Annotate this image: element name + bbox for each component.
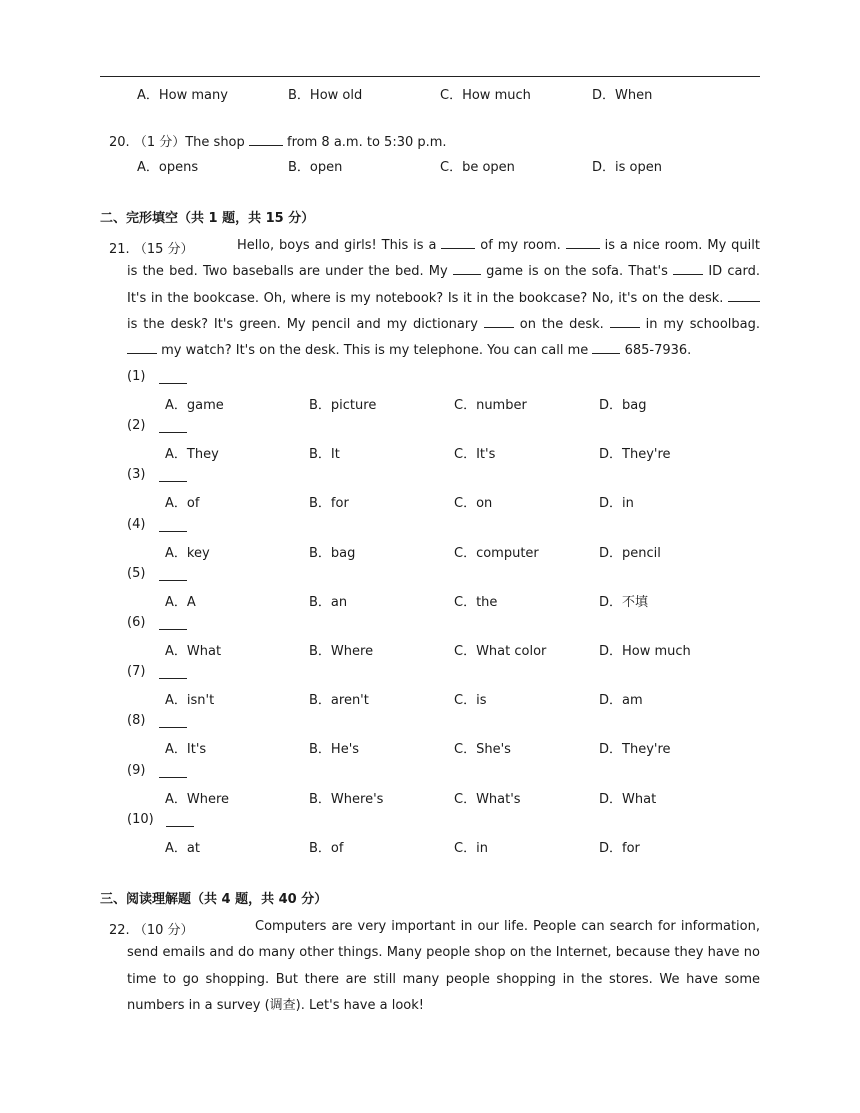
answer-blank bbox=[484, 316, 514, 328]
option-a: A．Where bbox=[165, 792, 230, 807]
option-b: B．for bbox=[309, 496, 349, 511]
question-number: 20. bbox=[109, 135, 130, 150]
passage-text: is a nice room. My quilt is the bed. Two baseballs are under the bed. My bbox=[127, 238, 760, 280]
option-a: A．opens bbox=[137, 160, 199, 175]
answer-blank bbox=[159, 766, 187, 778]
cloze-passage bbox=[127, 233, 760, 364]
passage-text: of my room. bbox=[480, 238, 561, 253]
subquestion-label: (7) bbox=[127, 664, 146, 679]
answer-blank bbox=[610, 316, 640, 328]
option-c: C．computer bbox=[454, 546, 539, 561]
option-c: C．It's bbox=[454, 447, 496, 462]
answer-blank bbox=[159, 421, 187, 433]
option-b: B．picture bbox=[309, 398, 377, 413]
option-b: B．It bbox=[309, 447, 340, 462]
option-c: C．How much bbox=[440, 88, 531, 103]
answer-blank bbox=[127, 342, 157, 354]
option-c: C．the bbox=[454, 595, 498, 610]
option-b: B．aren't bbox=[309, 693, 369, 708]
passage-text: my watch? It's on the desk. This is my telephone. You can call me bbox=[161, 343, 589, 359]
answer-blank bbox=[159, 520, 187, 532]
answer-blank bbox=[159, 470, 187, 482]
question-points: （15 分） bbox=[133, 242, 194, 257]
answer-blank bbox=[592, 342, 620, 354]
answer-blank bbox=[441, 237, 475, 249]
option-d: D．不填 bbox=[599, 595, 649, 610]
passage-text: ID card. It's in the bookcase. Oh, where is my notebook? Is it in the bookcase? No, it's on the desk. bbox=[127, 264, 760, 306]
option-d: D．They're bbox=[599, 742, 671, 757]
answer-blank bbox=[159, 569, 187, 581]
passage-text: in my schoolbag. bbox=[645, 316, 760, 332]
option-c: C．She's bbox=[454, 742, 511, 757]
section-heading: 三、阅读理解题（共 4 题，共 40 分） bbox=[100, 892, 328, 907]
option-b: B．bag bbox=[309, 546, 356, 561]
option-a: A．It's bbox=[165, 742, 207, 757]
subquestion-label: (10) bbox=[127, 812, 154, 827]
option-d: D．When bbox=[592, 88, 653, 103]
passage-text: is the desk? It's green. My pencil and my dictionary bbox=[127, 316, 478, 332]
stem-text: from 8 a.m. to 5:30 p.m. bbox=[287, 135, 447, 150]
option-d: D．They're bbox=[599, 447, 671, 462]
option-a: A．of bbox=[165, 496, 200, 511]
answer-blank bbox=[159, 667, 187, 679]
subquestion-label: (9) bbox=[127, 763, 146, 778]
option-d: D．pencil bbox=[599, 546, 661, 561]
subquestion-label: (5) bbox=[127, 566, 146, 581]
option-a: A．isn't bbox=[165, 693, 215, 708]
option-b: B．How old bbox=[288, 88, 363, 103]
option-a: A．A bbox=[165, 595, 196, 610]
passage-text: Hello, boys and girls! This is a bbox=[237, 238, 437, 253]
answer-blank bbox=[728, 290, 760, 302]
option-a: A．How many bbox=[137, 88, 228, 103]
section-heading: 二、完形填空（共 1 题，共 15 分） bbox=[100, 211, 315, 226]
answer-blank bbox=[249, 134, 283, 146]
option-c: C．What's bbox=[454, 792, 521, 807]
passage-text: on the desk. bbox=[519, 316, 604, 332]
passage-text: Computers are very important in our life. People can search for information, send emails and do many other things. Many people shop on the Internet, because they have no time to go shopping. But there are still many people shopping in the stores. We have some numbers in a survey (调查). Let's have a look! bbox=[127, 919, 760, 1013]
answer-blank bbox=[673, 263, 703, 275]
option-d: D．for bbox=[599, 841, 640, 856]
question-number: 21. bbox=[109, 242, 130, 257]
question-points: （10 分） bbox=[133, 923, 194, 938]
option-d: D．How much bbox=[599, 644, 691, 659]
option-a: A．What bbox=[165, 644, 222, 659]
subquestion-label: (1) bbox=[127, 369, 146, 384]
subquestion-label: (6) bbox=[127, 615, 146, 630]
option-d: D．in bbox=[599, 496, 634, 511]
option-b: B．of bbox=[309, 841, 344, 856]
option-c: C．on bbox=[454, 496, 493, 511]
option-c: C．number bbox=[454, 398, 527, 413]
option-d: D．bag bbox=[599, 398, 647, 413]
passage-text: game is on the sofa. That's bbox=[486, 264, 668, 280]
option-d: D．am bbox=[599, 693, 643, 708]
subquestion-label: (3) bbox=[127, 467, 146, 482]
option-b: B．He's bbox=[309, 742, 360, 757]
option-c: C．What color bbox=[454, 644, 547, 659]
reading-passage bbox=[127, 914, 760, 1019]
stem-text: The shop bbox=[185, 135, 245, 150]
option-d: D．is open bbox=[592, 160, 662, 175]
option-c: C．in bbox=[454, 841, 488, 856]
answer-blank bbox=[453, 263, 481, 275]
option-d: D．What bbox=[599, 792, 657, 807]
passage-text: 685-7936. bbox=[624, 343, 692, 359]
option-b: B．Where's bbox=[309, 792, 384, 807]
header-rule bbox=[100, 76, 760, 77]
question-number: 22. bbox=[109, 923, 130, 938]
option-b: B．an bbox=[309, 595, 348, 610]
question-points: （1 分） bbox=[133, 135, 186, 150]
answer-blank bbox=[159, 372, 187, 384]
option-b: B．Where bbox=[309, 644, 374, 659]
option-a: A．They bbox=[165, 447, 219, 462]
answer-blank bbox=[159, 716, 187, 728]
option-c: C．be open bbox=[440, 160, 515, 175]
subquestion-label: (8) bbox=[127, 713, 146, 728]
subquestion-label: (4) bbox=[127, 517, 146, 532]
option-c: C．is bbox=[454, 693, 487, 708]
option-a: A．key bbox=[165, 546, 210, 561]
answer-blank bbox=[166, 815, 194, 827]
answer-blank bbox=[159, 618, 187, 630]
option-b: B．open bbox=[288, 160, 343, 175]
option-a: A．at bbox=[165, 841, 200, 856]
option-a: A．game bbox=[165, 398, 224, 413]
subquestion-label: (2) bbox=[127, 418, 146, 433]
answer-blank bbox=[566, 237, 600, 249]
question-20-stem bbox=[109, 131, 447, 150]
